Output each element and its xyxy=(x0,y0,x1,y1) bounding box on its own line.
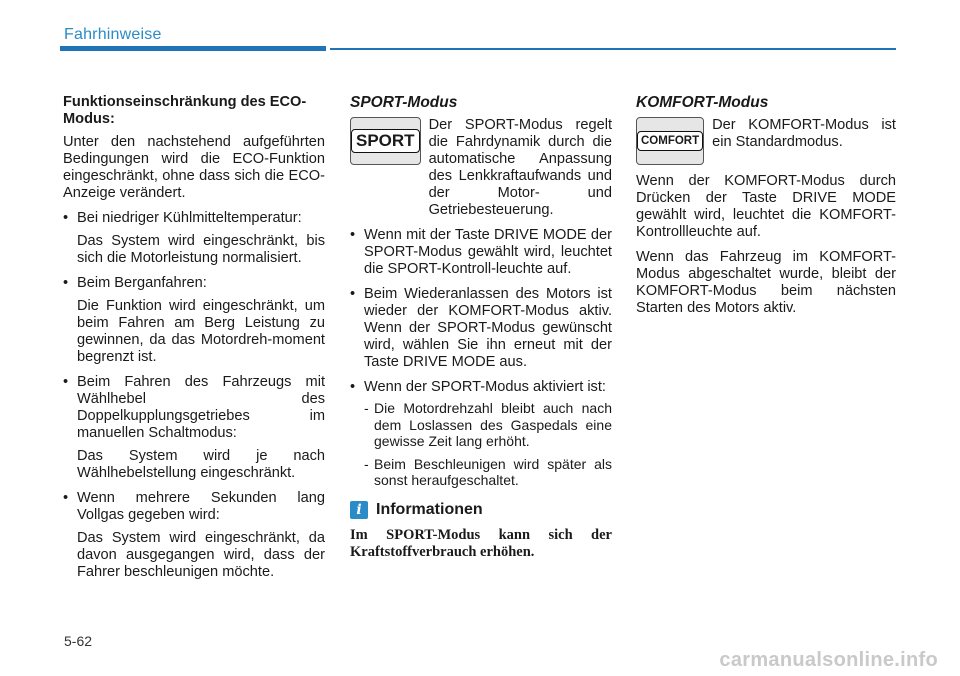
condition-detail: Das System wird je nach Wählhebelstellung eingeschränkt. xyxy=(77,448,325,481)
column-comfort-mode xyxy=(636,94,896,325)
header-bar-thin xyxy=(330,48,896,50)
condition-label: Bei niedriger Kühlmitteltemperatur: xyxy=(77,210,302,226)
sport-mode-icon xyxy=(350,117,421,165)
eco-conditions-list xyxy=(63,210,325,581)
condition-detail: Die Funktion wird eingeschränkt, um beim Fahren am Berg Leistung zu gewinnen, da das Motordreh-moment begrenzt ist. xyxy=(77,298,325,365)
comfort-mode-icon xyxy=(636,117,704,165)
list-item xyxy=(63,210,325,267)
sport-intro-text: Der SPORT-Modus regelt die Fahrdynamik durch die automatische Anpassung des Lenkkraftaufwands und der Motor- und Getriebesteuerung. xyxy=(428,117,612,218)
condition-detail: Das System wird eingeschränkt, da davon ausgegangen wird, dass der Fahrer beschleunigen möchte. xyxy=(77,530,325,580)
list-item: • Beim Wiederanlassen des Motors ist wieder der KOMFORT-Modus aktiv. Wenn der SPORT-Modus gewünscht wird, wählen Sie ihn erneut mit der Taste DRIVE MODE aus. xyxy=(350,286,612,371)
page-number: 5-62 xyxy=(64,633,93,649)
list-item xyxy=(63,275,325,366)
info-header xyxy=(350,501,612,519)
column-eco-restrictions xyxy=(63,94,325,589)
list-item xyxy=(63,374,325,482)
comfort-paragraph: Wenn das Fahrzeug im KOMFORT-Modus abgeschaltet wurde, bleibt der KOMFORT-Modus beim nächsten Starten des Motors aktiv. xyxy=(636,249,896,316)
list-item xyxy=(63,490,325,581)
eco-heading: Funktionseinschränkung des ECO-Modus: xyxy=(63,94,307,127)
sport-active-effects xyxy=(364,400,612,489)
list-item: - Beim Beschleunigen wird später als sonst heraufgeschaltet. xyxy=(364,456,612,489)
sport-bullets xyxy=(350,227,612,489)
list-item: • Wenn mit der Taste DRIVE MODE der SPORT-Modus gewählt wird, leuchtet die SPORT-Kontroll-leuchte auf. xyxy=(350,227,612,278)
watermark: carmanualsonline.info xyxy=(719,649,938,671)
info-icon: i xyxy=(350,501,368,519)
comfort-intro-text: Der KOMFORT-Modus ist ein Standardmodus. xyxy=(712,117,896,150)
comfort-intro-row xyxy=(636,117,896,165)
condition-detail: Das System wird eingeschränkt, bis sich die Motorleistung normalisiert. xyxy=(77,233,325,266)
comfort-heading: KOMFORT-Modus xyxy=(636,94,769,111)
info-text: Im SPORT-Modus kann sich der Kraftstoffverbrauch erhöhen. xyxy=(350,526,612,560)
comfort-paragraph: Wenn der KOMFORT-Modus durch Drücken der Taste DRIVE MODE gewählt wird, leuchtet die KOMFORT-Kontrollleuchte auf. xyxy=(636,173,896,240)
list-item: - Die Motordrehzahl bleibt auch nach dem Loslassen des Gaspedals eine gewisse Zeit lang erhöht. xyxy=(364,400,612,450)
sport-intro-row xyxy=(350,117,612,219)
column-sport-mode xyxy=(350,94,612,569)
list-item xyxy=(350,379,612,489)
sport-heading: SPORT-Modus xyxy=(350,94,458,111)
header-bar-thick xyxy=(60,46,326,51)
comfort-icon-label: COMFORT xyxy=(637,131,703,151)
eco-intro: Unter den nachstehend aufgeführten Bedingungen wird die ECO-Funktion eingeschränkt, ohne dass sich die ECO-Anzeige verändert. xyxy=(63,134,325,201)
section-title: Fahrhinweise xyxy=(64,26,162,43)
condition-label: Wenn mehrere Sekunden lang Vollgas gegeben wird: xyxy=(77,490,325,523)
sport-icon-label: SPORT xyxy=(351,129,420,153)
info-title: Informationen xyxy=(376,501,483,518)
sport-active-label: Wenn der SPORT-Modus aktiviert ist: xyxy=(364,379,606,395)
condition-label: Beim Berganfahren: xyxy=(77,275,207,291)
condition-label: Beim Fahren des Fahrzeugs mit Wählhebel des Doppelkupplungsgetriebes im manuellen Schaltmodus: xyxy=(77,374,325,441)
